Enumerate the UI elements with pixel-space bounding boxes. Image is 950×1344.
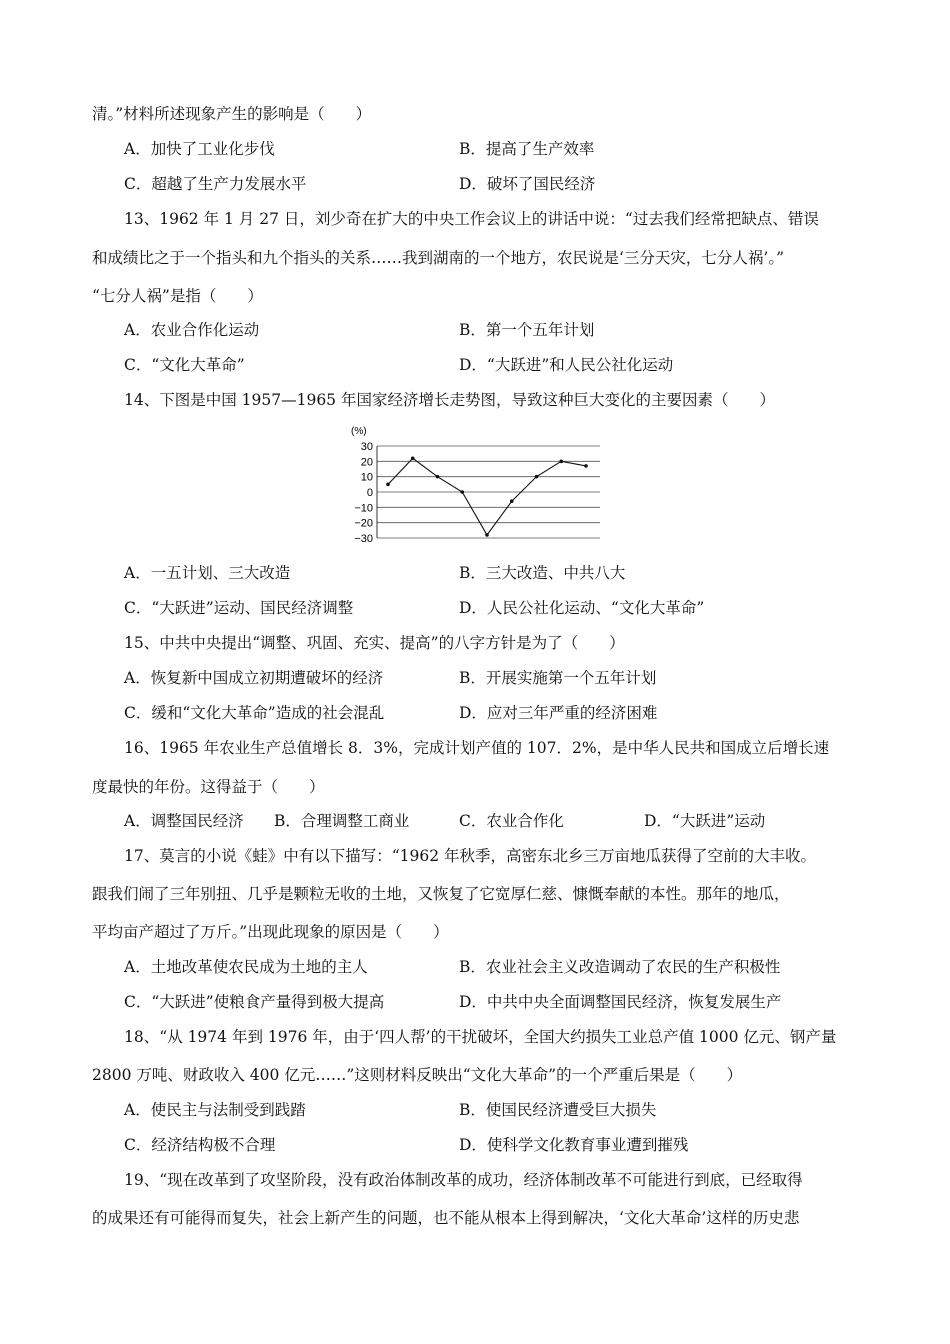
q18-option-a: A．使民主与法制受到践踏 <box>124 1101 306 1119</box>
chart-y-tick-label: 20 <box>360 456 373 469</box>
question-16-line-1: 16、1965 年农业生产总值增长 8．3%，完成计划产值的 107．2%，是中华人民共和国成立后增长速 <box>124 739 830 757</box>
chart-point-1957 <box>386 483 390 487</box>
q18-option-c: C．经济结构极不合理 <box>124 1136 276 1154</box>
chart-point-1959 <box>436 475 440 479</box>
chart-point-1964 <box>559 460 563 464</box>
question-18-line-2: 2800 万吨、财政收入 400 亿元……”这则材料反映出“文化大革命”的一个严重后果是（ ） <box>92 1066 743 1084</box>
chart-series-line <box>388 458 586 535</box>
economic-growth-chart <box>338 420 608 550</box>
chart-y-tick-label: 10 <box>360 471 373 484</box>
chart-y-tick-label: 30 <box>360 441 373 453</box>
q12-option-a: A．加快了工业化步伐 <box>124 140 275 158</box>
q13-option-d: D．“大跃进”和人民公社化运动 <box>459 356 674 374</box>
q14-option-b: B．三大改造、中共八大 <box>459 564 626 582</box>
q13-option-b: B．第一个五年计划 <box>459 321 595 339</box>
question-15-line-1: 15、中共中央提出“调整、巩固、充实、提高”的八字方针是为了（ ） <box>124 634 625 652</box>
chart-point-1958 <box>411 456 415 460</box>
chart-y-tick-label: 0 <box>366 487 373 499</box>
question-13-line-2: 和成绩比之于一个指头和九个指头的关系……我到湖南的一个地方，农民说是‘三分天灾，七分人祸’。” <box>92 249 785 267</box>
question-17-line-3: 平均亩产超过了万斤。”出现此现象的原因是（ ） <box>92 923 449 941</box>
q12-option-b: B．提高了生产效率 <box>459 140 595 158</box>
q18-option-b: B．使国民经济遭受巨大损失 <box>459 1101 657 1119</box>
chart-point-1960 <box>460 490 464 494</box>
q15-option-b: B．开展实施第一个五年计划 <box>459 669 657 687</box>
question-17-line-2: 跟我们闹了三年别扭、几乎是颗粒无收的土地，又恢复了它宽厚仁慈、慷慨奉献的本性。那年的地瓜， <box>92 885 790 903</box>
chart-points <box>386 456 588 536</box>
q15-option-a: A．恢复新中国成立初期遭破坏的经济 <box>124 669 384 687</box>
q16-option-a: A．调整国民经济 <box>124 812 244 830</box>
question-16-line-2: 度最快的年份。这得益于（ ） <box>92 778 325 796</box>
chart-point-1961 <box>485 533 489 537</box>
chart-y-tick-label: −30 <box>354 533 373 545</box>
q13-option-c: C．“文化大革命” <box>124 356 245 374</box>
q17-option-b: B．农业社会主义改造调动了农民的生产积极性 <box>459 958 781 976</box>
chart-point-1963 <box>535 475 539 479</box>
q16-option-c: C．农业合作化 <box>459 812 564 830</box>
chart-y-tick-label: −20 <box>354 517 373 530</box>
chart-y-unit-label: (%) <box>351 426 367 437</box>
question-19-line-1: 19、“现在改革到了攻坚阶段，没有政治体制改革的成功，经济体制改革不可能进行到底，已经取得 <box>124 1171 803 1189</box>
q14-option-d: D．人民公社化运动、“文化大革命” <box>459 599 705 617</box>
chart-y-tick-label: −10 <box>354 502 373 515</box>
chart-y-axis <box>354 441 373 545</box>
question-13-line-1: 13、1962 年 1 月 27 日，刘少奇在扩大的中央工作会议上的讲话中说：“过去我们经常把缺点、错误 <box>124 210 819 228</box>
q15-option-c: C．缓和“文化大革命”造成的社会混乱 <box>124 704 385 722</box>
q12-option-d: D．破坏了国民经济 <box>459 175 596 193</box>
q15-option-d: D．应对三年严重的经济困难 <box>459 704 658 722</box>
chart-point-1962 <box>510 499 514 503</box>
q17-option-c: C．“大跃进”使粮食产量得到极大提高 <box>124 993 385 1011</box>
q14-option-c: C．“大跃进”运动、国民经济调整 <box>124 599 354 617</box>
q16-option-d: D．“大跃进”运动 <box>644 812 766 830</box>
q14-option-a: A．一五计划、三大改造 <box>124 564 291 582</box>
question-14-line-1: 14、下图是中国 1957—1965 年国家经济增长走势图，导致这种巨大变化的主要因素（ ） <box>124 391 775 409</box>
q17-option-a: A．土地改革使农民成为土地的主人 <box>124 958 368 976</box>
question-17-line-1: 17、莫言的小说《蛙》中有以下描写：“1962 年秋季，高密东北乡三万亩地瓜获得了空前的大丰收。 <box>124 847 817 865</box>
chart-grid <box>377 446 600 538</box>
q18-option-d: D．使科学文化教育事业遭到摧残 <box>459 1136 689 1154</box>
question-19-line-2: 的成果还有可能得而复失，社会上新产生的问题，也不能从根本上得到解决，‘文化大革命’这样的历史悲 <box>92 1209 800 1227</box>
chart-point-1965 <box>584 464 588 468</box>
q13-option-a: A．农业合作化运动 <box>124 321 260 339</box>
question-12-stem-tail: 清。”材料所述现象产生的影响是（ ） <box>92 105 372 123</box>
question-18-line-1: 18、“从 1974 年到 1976 年，由于‘四人帮’的干扰破坏，全国大约损失工业总产值 1000 亿元、钢产量 <box>124 1028 837 1046</box>
q16-option-b: B．合理调整工商业 <box>274 812 410 830</box>
q12-option-c: C．超越了生产力发展水平 <box>124 175 307 193</box>
q17-option-d: D．中共中央全面调整国民经济，恢复发展生产 <box>459 993 782 1011</box>
question-13-line-3: “七分人祸”是指（ ） <box>92 287 263 305</box>
